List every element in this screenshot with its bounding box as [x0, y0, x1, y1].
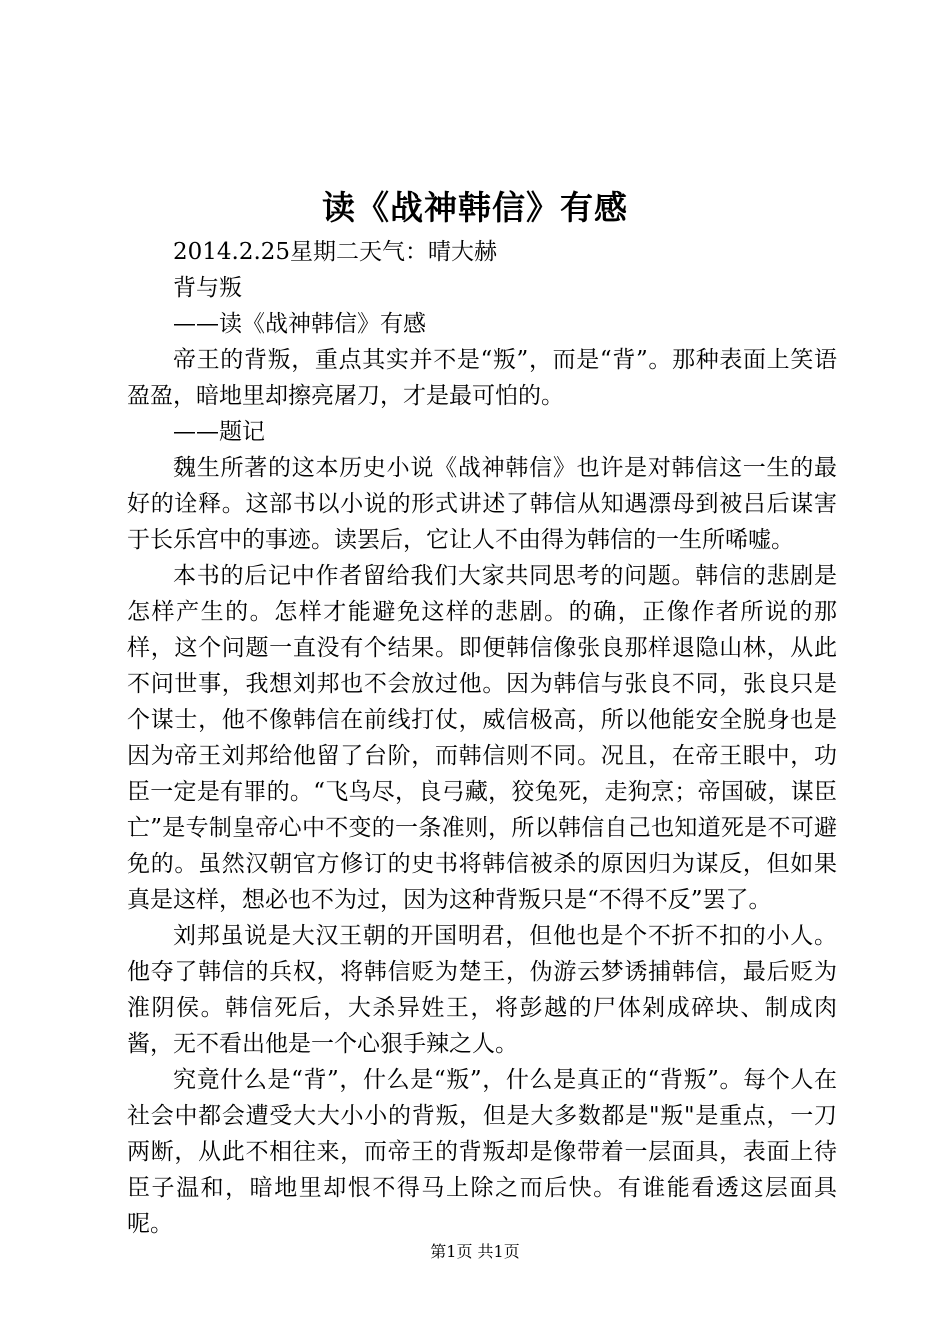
page-footer: 第1页 共1页: [430, 1242, 520, 1261]
body-paragraph: 究竟什么是“背”，什么是“叛”，什么是真正的“背叛”。每个人在社会中都会遭受大大小小的背叛，但是大多数都是"叛"是重点，一刀两断，从此不相往来，而帝王的背叛却是像带着一层面具，表面上待臣子温和，暗地里却恨不得马上除之而后快。有谁能看透这层面具呢。: [127, 1067, 837, 1237]
essay-heading: 背与叛: [173, 275, 242, 301]
document-title: 读《战神韩信》有感: [322, 188, 628, 227]
epigraph-paragraph: 帝王的背叛，重点其实并不是“叛”，而是“背”。那种表面上笑语盈盈，暗地里却擦亮屠刀，才是最可怕的。: [127, 347, 837, 409]
body-paragraph: 魏生所著的这本历史小说《战神韩信》也许是对韩信这一生的最好的诠释。这部书以小说的形式讲述了韩信从知遇漂母到被吕后谋害于长乐宫中的事迹。读罢后，它让人不由得为韩信的一生所唏嘘。: [127, 455, 837, 553]
epigraph-attribution: ——题记: [173, 419, 265, 445]
body-paragraph: 刘邦虽说是大汉王朝的开国明君，但他也是个不折不扣的小人。他夺了韩信的兵权，将韩信贬为楚王，伪游云梦诱捕韩信，最后贬为淮阴侯。韩信死后，大杀异姓王，将彭越的尸体剁成碎块、制成肉酱，无不看出他是一个心狠手辣之人。: [127, 923, 837, 1057]
essay-subheading: ——读《战神韩信》有感: [173, 311, 426, 337]
document-body: [127, 234, 837, 1242]
date-weather-line: 2014.2.25星期二天气：晴大赫: [173, 239, 498, 265]
body-paragraph: 本书的后记中作者留给我们大家共同思考的问题。韩信的悲剧是怎样产生的。怎样才能避免这样的悲剧。的确，正像作者所说的那样，这个问题一直没有个结果。即便韩信像张良那样退隐山林，从此不问世事，我想刘邦也不会放过他。因为韩信与张良不同，张良只是个谋士，他不像韩信在前线打仗，威信极高，所以他能安全脱身也是因为帝王刘邦给他留了台阶，而韩信则不同。况且，在帝王眼中，功臣一定是有罪的。“飞鸟尽，良弓藏，狡兔死，走狗烹；帝国破，谋臣亡”是专制皇帝心中不变的一条准则，所以韩信自己也知道死是不可避免的。虽然汉朝官方修订的史书将韩信被杀的原因归为谋反，但如果真是这样，想必也不为过，因为这种背叛只是“不得不反”罢了。: [127, 563, 837, 913]
